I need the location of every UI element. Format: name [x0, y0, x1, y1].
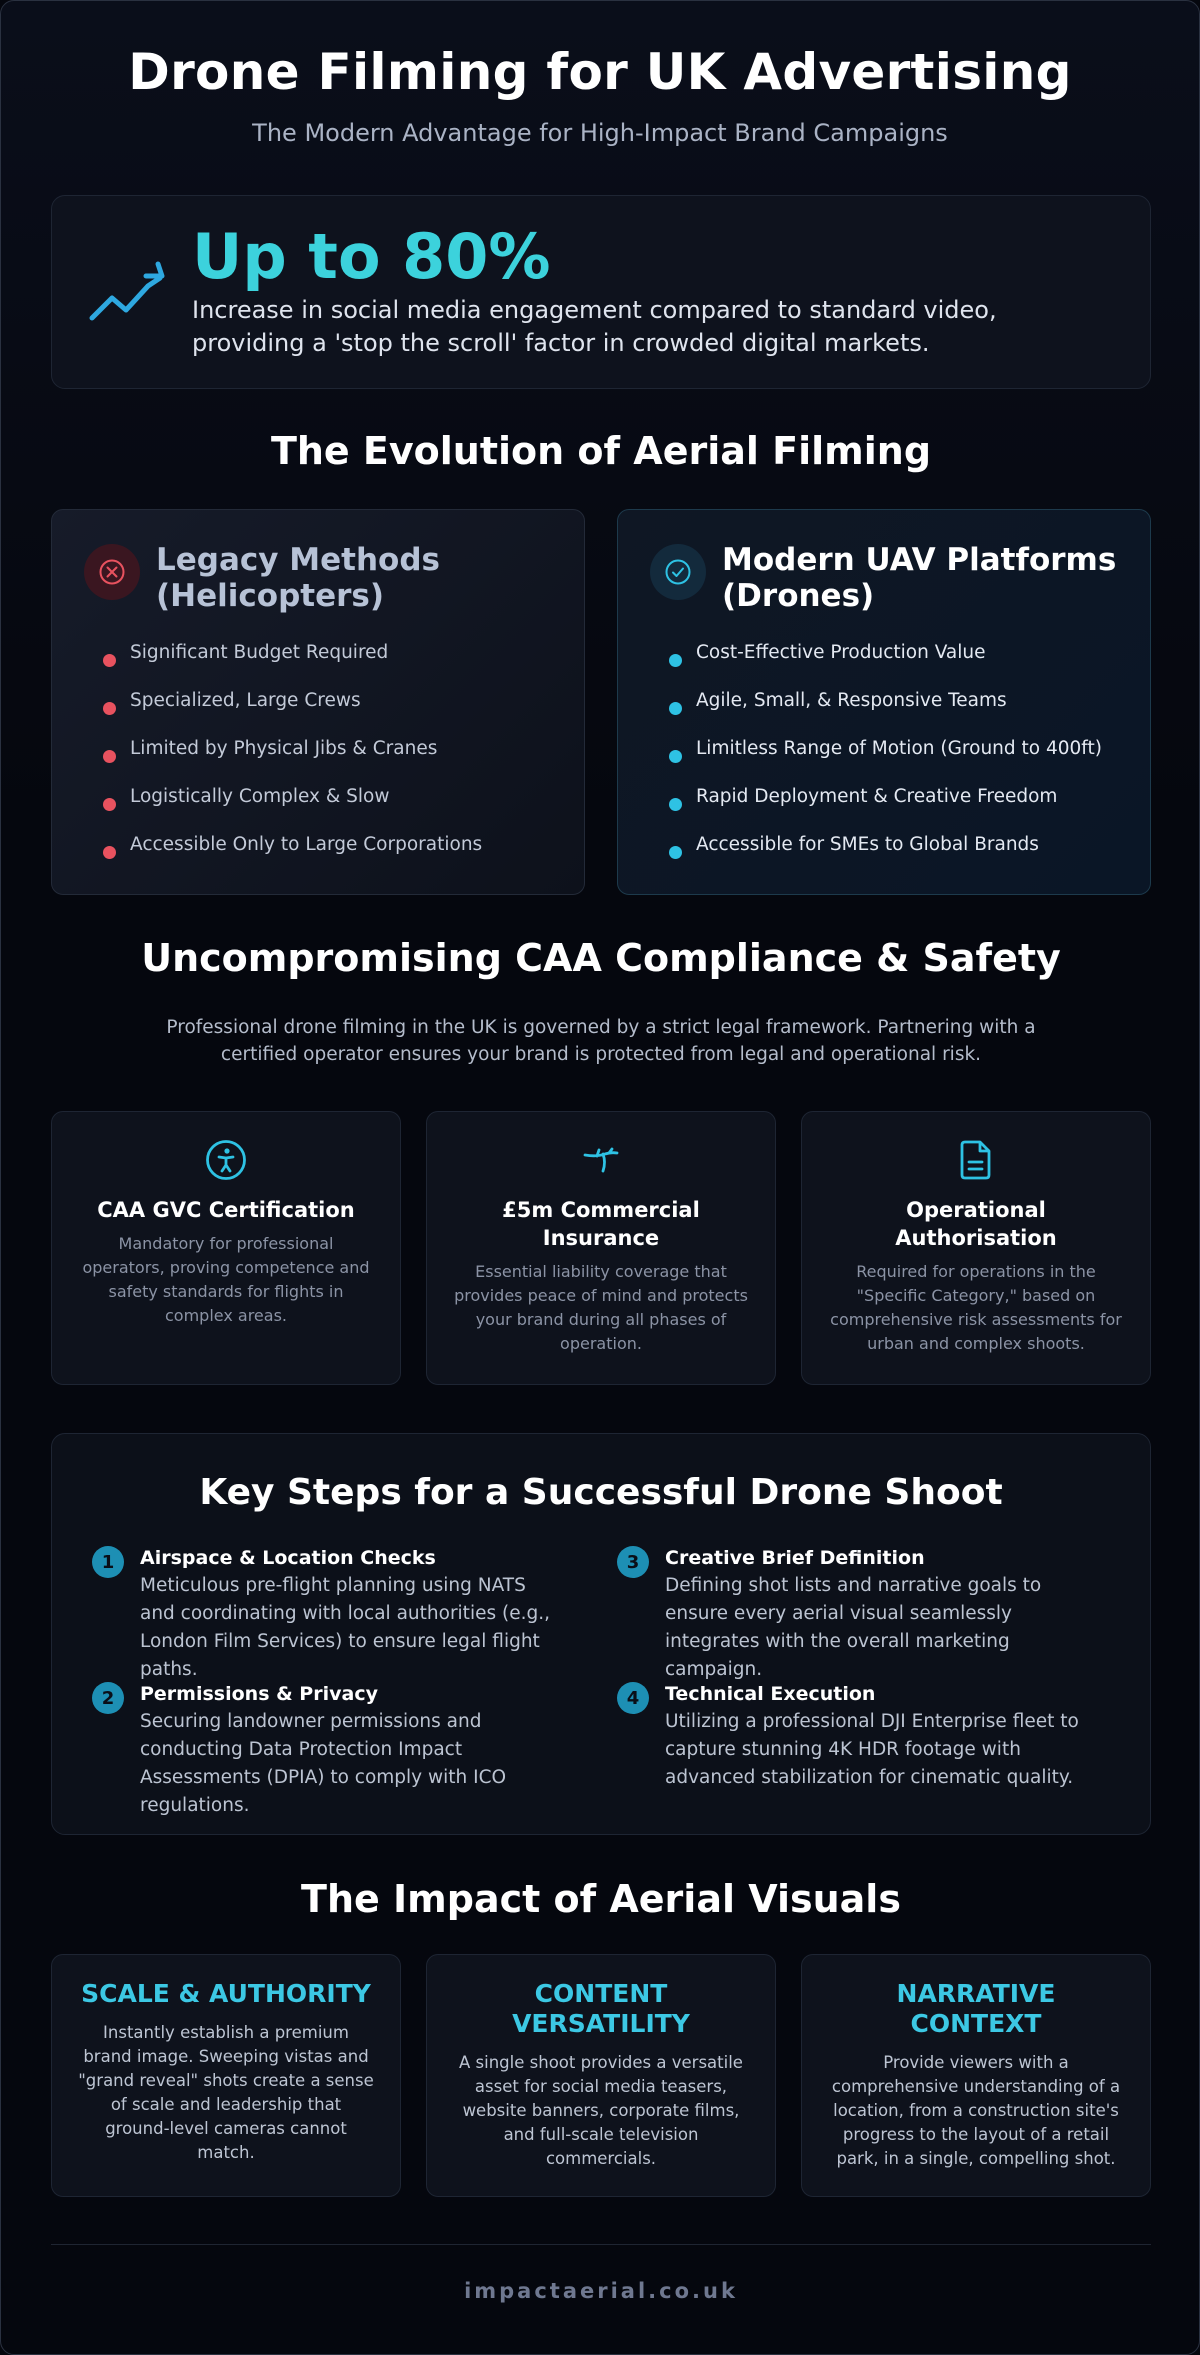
list-item: [650, 728, 1118, 776]
card-title: £5m Commercial Insurance: [502, 1198, 700, 1250]
stat-value: Up to 80%: [192, 220, 551, 294]
step-body: [140, 1546, 562, 1684]
check-circle-icon: [650, 544, 706, 600]
bullet-dot: [669, 702, 682, 715]
modern-uav-card: [617, 509, 1151, 895]
header: [1, 1, 1199, 147]
compliance-section-title: Uncompromising CAA Compliance & Safety: [141, 936, 1061, 980]
list-item-label: Limited by Physical Jibs & Cranes: [130, 737, 438, 759]
narrative-context-card: [801, 1954, 1151, 2197]
list-item: [84, 776, 552, 824]
list-item-label: Specialized, Large Crews: [130, 689, 361, 711]
step-item: [617, 1682, 1087, 1792]
stat-body: [192, 220, 997, 359]
list-item: [650, 824, 1118, 872]
page-title: Drone Filming for UK Advertising: [128, 43, 1072, 101]
step-text: Defining shot lists and narrative goals to ensure every aerial visual seamlessly integrates with the overall marketing campaign.: [665, 1575, 1042, 1680]
evolution-section-title: The Evolution of Aerial Filming: [270, 429, 932, 473]
card-title: CAA GVC Certification: [97, 1198, 355, 1222]
bullet-dot: [103, 702, 116, 715]
step-text: Securing landowner permissions and conducting Data Protection Impact Assessments (DPIA) to comply with ICO regulations.: [140, 1711, 507, 1816]
list-item-label: Rapid Deployment & Creative Freedom: [696, 785, 1058, 807]
modern-card-header: [650, 542, 1118, 614]
impact-section-title: The Impact of Aerial Visuals: [301, 1877, 901, 1921]
document-icon: [828, 1138, 1124, 1182]
bullet-dot: [669, 750, 682, 763]
bullet-dot: [103, 654, 116, 667]
step-body: [140, 1682, 562, 1820]
list-item-label: Cost-Effective Production Value: [696, 641, 986, 663]
card-title: CONTENT VERSATILITY: [512, 1979, 690, 2038]
list-item-label: Agile, Small, & Responsive Teams: [696, 689, 1007, 711]
list-item: [84, 680, 552, 728]
list-item-label: Logistically Complex & Slow: [130, 785, 390, 807]
card-text: A single shoot provides a versatile asset for social media teasers, website banners, corporate films, and full-scale television commercials.: [459, 2053, 743, 2168]
steps-title: Key Steps for a Successful Drone Shoot: [199, 1472, 1003, 1513]
footer-website: impactaerial.co.uk: [464, 2279, 738, 2303]
bullet-dot: [669, 654, 682, 667]
content-versatility-card: [426, 1954, 776, 2197]
modern-card-title: [722, 542, 1116, 614]
legacy-list: [84, 632, 552, 872]
list-item-label: Accessible for SMEs to Global Brands: [696, 833, 1039, 855]
card-text: Provide viewers with a comprehensive understanding of a location, from a construction site's progress to the layout of a retail park, in a single, compelling shot.: [831, 2053, 1121, 2168]
legacy-title-line-1: Legacy Methods: [156, 542, 440, 578]
list-item: [650, 776, 1118, 824]
list-item: [650, 632, 1118, 680]
legacy-methods-card: [51, 509, 585, 895]
modern-list: [650, 632, 1118, 872]
accessibility-icon: [78, 1138, 374, 1182]
step-item: [617, 1546, 1087, 1684]
page-subtitle: The Modern Advantage for High-Impact Brand Campaigns: [252, 119, 948, 147]
step-title: Airspace & Location Checks: [140, 1547, 436, 1569]
stat-description-line-2: providing a 'stop the scroll' factor in crowded digital markets.: [192, 328, 930, 357]
list-item-label: Significant Budget Required: [130, 641, 389, 663]
step-item: [92, 1546, 562, 1684]
bullet-dot: [669, 846, 682, 859]
stat-description-line-1: Increase in social media engagement compared to standard video,: [192, 295, 997, 324]
list-item: [84, 632, 552, 680]
card-text: Mandatory for professional operators, proving competence and safety standards for flights in complex areas.: [82, 1234, 370, 1325]
compliance-intro: [151, 1014, 1051, 1068]
gvc-certification-card: [51, 1111, 401, 1385]
step-title: Permissions & Privacy: [140, 1683, 378, 1705]
step-body: [665, 1546, 1087, 1684]
card-text: Essential liability coverage that provides peace of mind and protects your brand during all phases of operation.: [454, 1262, 748, 1353]
step-text: Meticulous pre-flight planning using NATS and coordinating with local authorities (e.g., London Film Services) to ensure legal flight paths.: [140, 1575, 550, 1680]
step-number-badge: 3: [617, 1546, 649, 1578]
step-title: Technical Execution: [665, 1683, 876, 1705]
operational-authorisation-card: [801, 1111, 1151, 1385]
card-title: SCALE & AUTHORITY: [81, 1979, 371, 2008]
key-steps-card: [51, 1433, 1151, 1835]
compliance-intro-line-1: Professional drone filming in the UK is governed by a strict legal framework. Partnering with a: [166, 1017, 1036, 1038]
engagement-stat-card: [51, 195, 1151, 389]
list-item-label: Accessible Only to Large Corporations: [130, 833, 483, 855]
legacy-title-line-2: (Helicopters): [156, 578, 385, 614]
compliance-intro-line-2: certified operator ensures your brand is protected from legal and operational risk.: [220, 1044, 982, 1065]
bullet-dot: [103, 798, 116, 811]
card-title: Operational Authorisation: [895, 1198, 1057, 1250]
bullet-dot: [669, 798, 682, 811]
scale-authority-card: [51, 1954, 401, 2197]
list-item-label: Limitless Range of Motion (Ground to 400ft): [696, 737, 1102, 759]
step-title: Creative Brief Definition: [665, 1547, 925, 1569]
bullet-dot: [103, 846, 116, 859]
step-number-badge: 1: [92, 1546, 124, 1578]
card-text: Instantly establish a premium brand image. Sweeping vistas and "grand reveal" shots create a sense of scale and leadership that ground-level cameras cannot match.: [78, 2023, 374, 2162]
x-circle-icon: [84, 544, 140, 600]
card-title: NARRATIVE CONTEXT: [896, 1979, 1056, 2038]
legacy-card-title: [156, 542, 440, 614]
modern-title-line-1: Modern UAV Platforms: [722, 542, 1117, 578]
step-number-badge: 4: [617, 1682, 649, 1714]
step-number-badge: 2: [92, 1682, 124, 1714]
step-text: Utilizing a professional DJI Enterprise fleet to capture stunning 4K HDR footage with advanced stabilization for cinematic quality.: [665, 1711, 1079, 1788]
bullet-dot: [103, 750, 116, 763]
commercial-insurance-card: [426, 1111, 776, 1385]
card-text: Required for operations in the "Specific Category," based on comprehensive risk assessments for urban and complex shoots.: [830, 1262, 1122, 1353]
legacy-card-header: [84, 542, 552, 614]
list-item: [84, 728, 552, 776]
list-item: [650, 680, 1118, 728]
step-item: [92, 1682, 562, 1820]
footer-divider: [51, 2244, 1151, 2245]
trending-up-icon: [86, 252, 166, 332]
step-body: [665, 1682, 1087, 1792]
plane-icon: [453, 1138, 749, 1182]
list-item: [84, 824, 552, 872]
modern-title-line-2: (Drones): [722, 578, 875, 614]
